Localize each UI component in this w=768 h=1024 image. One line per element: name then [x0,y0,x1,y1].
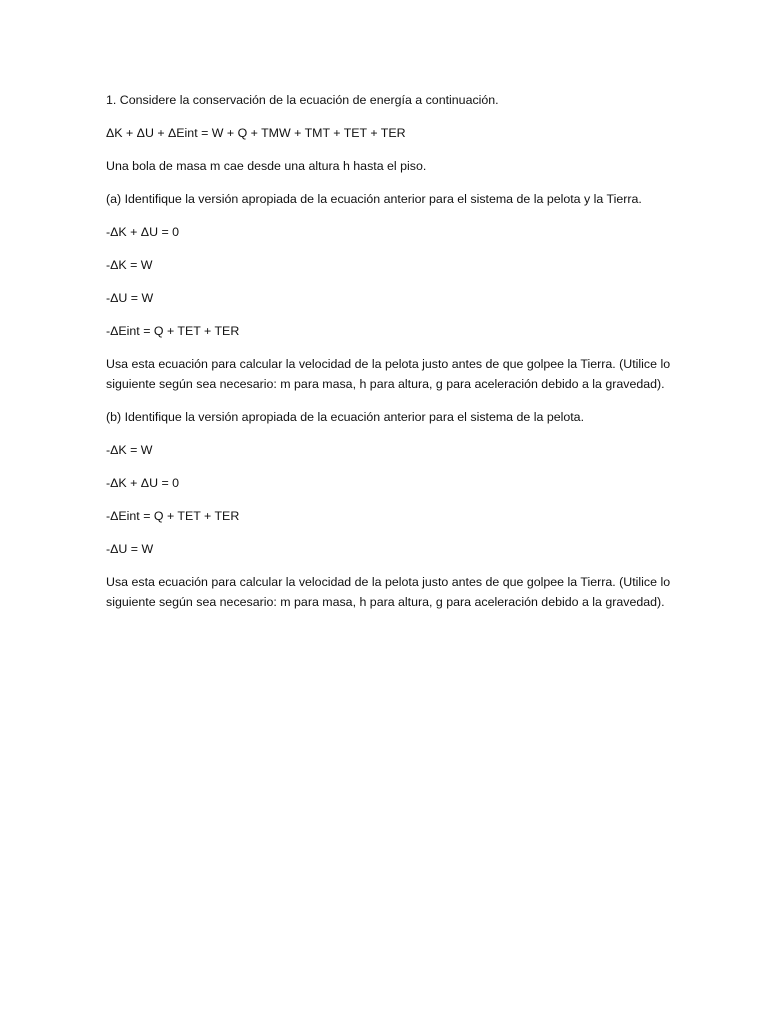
part-a-option: -ΔEint = Q + TET + TER [106,324,240,338]
part-b-prompt: (b) Identifique la versión apropiada de la ecuación anterior para el sistema de la pelota. [106,410,585,424]
document-body [106,90,678,625]
part-b-option: -ΔK + ΔU = 0 [106,476,180,490]
part-a-option: -ΔK = W [106,258,153,272]
problem-statement: Una bola de masa m cae desde una altura h hasta el piso. [106,159,427,173]
energy-conservation-equation: ΔK + ΔU + ΔEint = W + Q + TMW + TMT + TET + TER [106,126,406,140]
part-b-option: -ΔK = W [106,443,153,457]
part-a-prompt: (a) Identifique la versión apropiada de la ecuación anterior para el sistema de la pelota y la Tierra. [106,192,642,206]
part-a-option: -ΔK + ΔU = 0 [106,225,180,239]
part-b-option: -ΔEint = Q + TET + TER [106,509,240,523]
part-a-instruction: Usa esta ecuación para calcular la velocidad de la pelota justo antes de que golpee la Tierra. (Utilice lo siguiente según sea necesario: m para masa, h para altura, g para aceleración debido a la gravedad). [106,357,671,391]
question-heading: 1. Considere la conservación de la ecuación de energía a continuación. [106,93,499,107]
part-a-option: -ΔU = W [106,291,154,305]
part-b-instruction: Usa esta ecuación para calcular la velocidad de la pelota justo antes de que golpee la Tierra. (Utilice lo siguiente según sea necesario: m para masa, h para altura, g para aceleración debido a la gravedad). [106,575,671,609]
part-b-option: -ΔU = W [106,542,154,556]
